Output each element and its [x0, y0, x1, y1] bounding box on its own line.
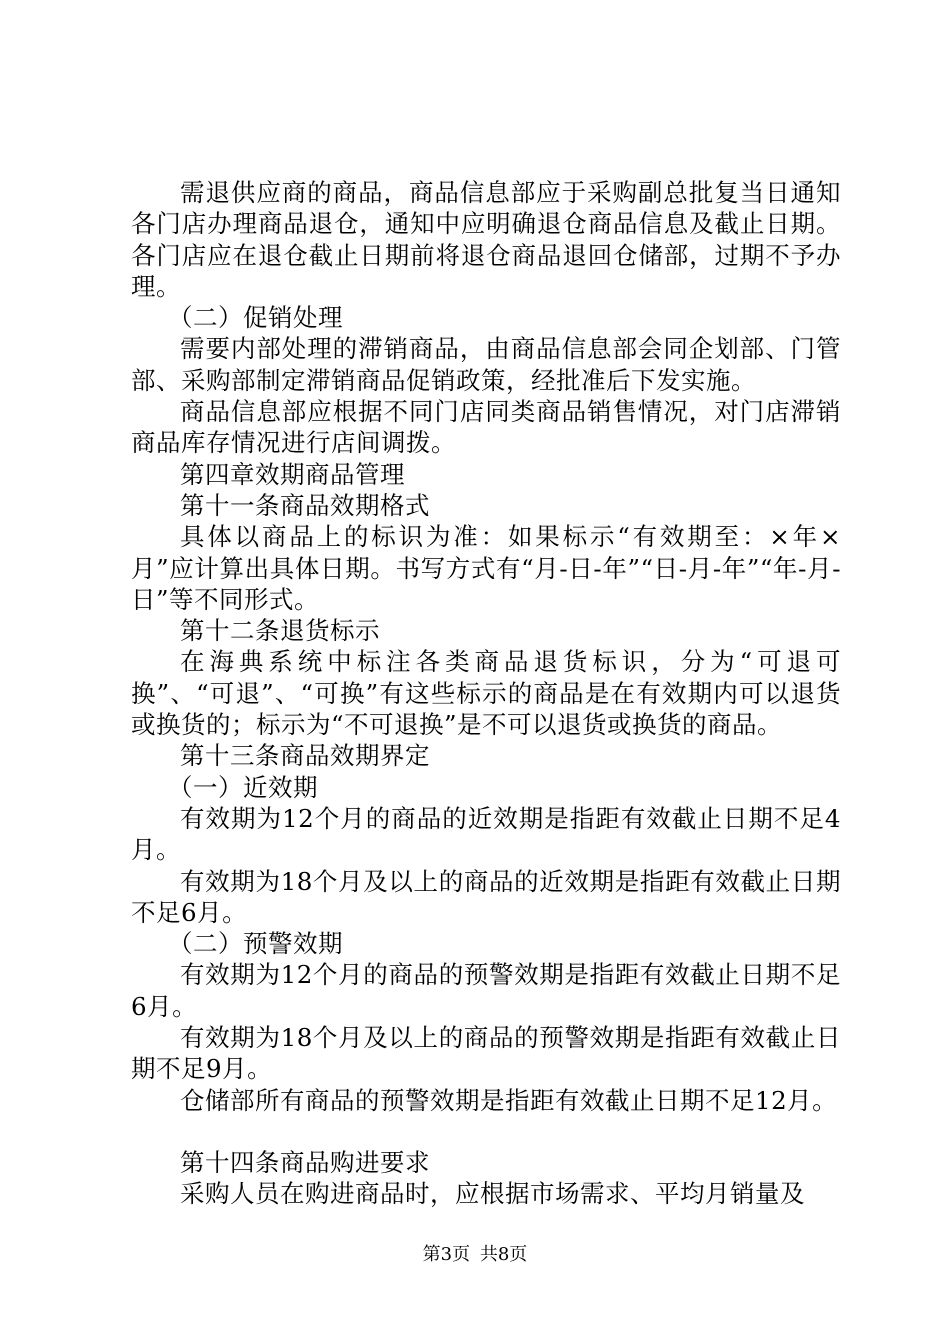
subheading-warning-expiry: （二）预警效期 — [168, 929, 343, 959]
page-footer — [0, 1244, 950, 1266]
paragraph-warning-expiry-18: 有效期为18个月及以上的商品的预警效期是指距有效截止日期不足9月。 — [131, 1023, 841, 1084]
blank-line — [131, 1116, 841, 1147]
subheading-promotion: （二）促销处理 — [168, 303, 343, 333]
page-total: 共8页 — [479, 1244, 528, 1265]
page-number: 第3页 — [422, 1244, 471, 1265]
paragraph-warehouse-warning: 仓储部所有商品的预警效期是指距有效截止日期不足12月。 — [180, 1085, 838, 1115]
document-body — [131, 177, 841, 1210]
article-heading-12: 第十二条退货标示 — [180, 616, 380, 646]
paragraph-store-transfer: 商品信息部应根据不同门店同类商品销售情况，对门店滞销商品库存情况进行店间调拨。 — [131, 397, 841, 458]
article-heading-14: 第十四条商品购进要求 — [180, 1147, 430, 1177]
paragraph-return-marking: 在海典系统中标注各类商品退货标识，分为“可退可换”、“可退”、“可换”有这些标示的商品是在有效期内可以退货或换货的；标示为“不可退换”是不可以退货或换货的商品。 — [131, 647, 841, 740]
paragraph-near-expiry-12: 有效期为12个月的商品的近效期是指距有效截止日期不足4月。 — [131, 803, 841, 865]
article-heading-11: 第十一条商品效期格式 — [180, 490, 430, 520]
subheading-near-expiry: （一）近效期 — [168, 772, 318, 802]
paragraph-return-notice: 需退供应商的商品，商品信息部应于采购副总批复当日通知各门店办理商品退仓，通知中应明确退仓商品信息及截止日期。各门店应在退仓截止日期前将退仓商品退回仓储部，过期不予办理。 — [131, 178, 841, 301]
paragraph-purchase-requirement: 采购人员在购进商品时，应根据市场需求、平均月销量及 — [180, 1179, 805, 1209]
chapter-heading-expiry: 第四章效期商品管理 — [180, 459, 405, 489]
paragraph-promotion-policy: 需要内部处理的滞销商品，由商品信息部会同企划部、门管部、采购部制定滞销商品促销政策，经批准后下发实施。 — [131, 334, 841, 395]
paragraph-near-expiry-18: 有效期为18个月及以上的商品的近效期是指距有效截止日期不足6月。 — [131, 866, 841, 927]
article-heading-13: 第十三条商品效期界定 — [180, 741, 430, 771]
paragraph-warning-expiry-12: 有效期为12个月的商品的预警效期是指距有效截止日期不足6月。 — [131, 960, 841, 1021]
paragraph-expiry-format: 具体以商品上的标识为准：如果标示“有效期至：×年×月”应计算出具体日期。书写方式有“月-日-年”“日-月-年”“年-月-日”等不同形式。 — [131, 522, 841, 614]
